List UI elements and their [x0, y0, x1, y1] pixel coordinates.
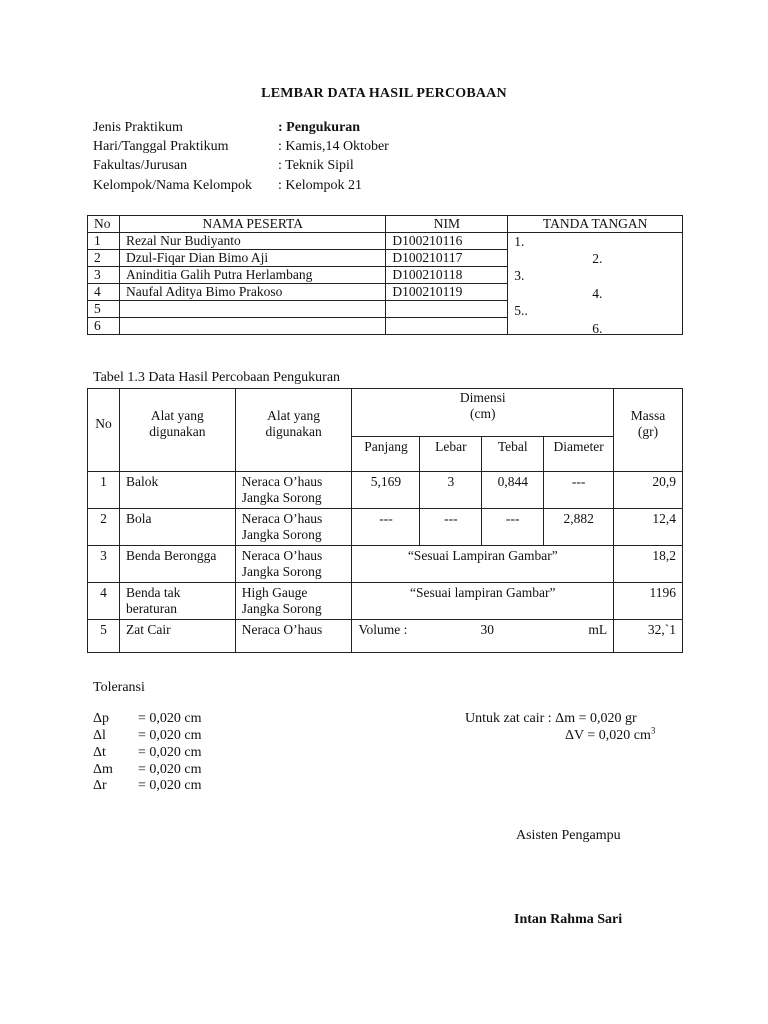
member-no: 3 [88, 267, 120, 284]
signature-slot: 6. [592, 321, 603, 336]
table-row [88, 509, 683, 546]
tool-line: Jangka Sorong [241, 490, 322, 505]
signature-slot: 1. [514, 234, 525, 249]
tool-line: Neraca O’haus [241, 622, 323, 637]
member-name: Rezal Nur Budiyanto [119, 233, 385, 250]
volume-unit: mL [588, 622, 608, 637]
row-no: 2 [88, 509, 120, 546]
mass-label: Massa [630, 408, 666, 423]
row-mass: 32,`1 [614, 620, 683, 653]
tool-line: Neraca O’haus [241, 511, 323, 526]
info-label: Jenis Praktikum [93, 120, 183, 135]
member-name: Naufal Aditya Bimo Prakoso [119, 284, 385, 301]
member-no: 2 [88, 250, 120, 267]
tool-line: Neraca O’haus [241, 474, 323, 489]
member-name: Dzul-Fiqar Dian Bimo Aji [119, 250, 385, 267]
tolerance-symbol: Δl [93, 728, 106, 743]
row-no: 3 [88, 546, 120, 583]
results-table-caption: Tabel 1.3 Data Hasil Percobaan Pengukuran [93, 370, 341, 385]
volume-value: 30 [480, 622, 494, 637]
mass-unit: (gr) [637, 424, 659, 439]
info-row [0, 139, 768, 157]
table-row [88, 620, 683, 653]
table-row [88, 546, 683, 583]
row-length: --- [352, 509, 420, 546]
member-name: Aninditia Galih Putra Herlambang [119, 267, 385, 284]
tool-line: Jangka Sorong [241, 527, 322, 542]
row-tools [235, 509, 352, 546]
row-tools [235, 546, 352, 583]
col-header-no: No [88, 216, 120, 233]
col-header-width: Lebar [420, 437, 482, 472]
tolerance-symbol: Δp [93, 711, 110, 726]
tolerance-heading: Toleransi [93, 680, 145, 695]
tolerance-value: = 0,020 cm [138, 762, 202, 777]
row-thickness: 0,844 [482, 472, 544, 509]
col-header-thickness: Tebal [482, 437, 544, 472]
cubic-superscript: 3 [650, 725, 656, 736]
liquid-tolerance-mass: Untuk zat cair : Δm = 0,020 gr [465, 711, 637, 726]
col-header-diameter: Diameter [544, 437, 614, 472]
signature-slot: 2. [592, 251, 603, 266]
volume-label: Volume : [358, 622, 408, 637]
row-object: Benda Berongga [119, 546, 235, 583]
tool-line: Jangka Sorong [241, 601, 322, 616]
table-row [88, 233, 683, 250]
member-nim: D100210119 [386, 284, 508, 301]
tolerance-symbol: Δm [93, 762, 113, 777]
info-row [0, 158, 768, 176]
col-header-tool-a: Alat yang digunakan [119, 389, 235, 472]
info-label: Kelompok/Nama Kelompok [93, 178, 253, 193]
row-object: Bola [119, 509, 235, 546]
tolerance-symbol: Δt [93, 745, 106, 760]
info-value: : Kelompok 21 [278, 178, 362, 193]
signature-role: Asisten Pengampu [516, 828, 621, 843]
col-header-no: No [88, 389, 120, 472]
results-table [87, 388, 683, 653]
info-value: : Pengukuran [278, 120, 361, 135]
table-row [88, 472, 683, 509]
row-tools [235, 583, 352, 620]
row-object: Balok [119, 472, 235, 509]
row-tools [235, 620, 352, 653]
member-no: 4 [88, 284, 120, 301]
row-diameter: 2,882 [544, 509, 614, 546]
col-header-name: NAMA PESERTA [119, 216, 385, 233]
member-nim: D100210118 [386, 267, 508, 284]
dimension-label: Dimensi [459, 390, 506, 405]
row-mass: 12,4 [614, 509, 683, 546]
liquid-tolerance-volume [565, 725, 656, 744]
row-diameter: --- [544, 472, 614, 509]
row-thickness: --- [482, 509, 544, 546]
table-row [88, 583, 683, 620]
liquid-volume-text: ΔV = 0,020 cm [565, 728, 651, 743]
row-no: 5 [88, 620, 120, 653]
tool-line: Neraca O’haus [241, 548, 323, 563]
row-width: 3 [420, 472, 482, 509]
dimension-unit: (cm) [470, 406, 496, 421]
row-volume [352, 620, 614, 653]
info-label: Fakultas/Jurusan [93, 158, 188, 173]
document-title: LEMBAR DATA HASIL PERCOBAAN [261, 86, 507, 101]
signature-cell [508, 233, 683, 335]
info-value: : Kamis,14 Oktober [278, 139, 389, 154]
row-dimension-note: “Sesuai lampiran Gambar” [352, 583, 614, 620]
member-nim: D100210116 [386, 233, 508, 250]
row-no: 4 [88, 583, 120, 620]
row-object: Zat Cair [119, 620, 235, 653]
info-row [0, 120, 768, 138]
tool-line: High Gauge [241, 585, 308, 600]
col-header-dimension [352, 389, 614, 437]
tolerance-symbol: Δr [93, 778, 107, 793]
table-header-row [88, 389, 683, 437]
tolerance-value: = 0,020 cm [138, 778, 202, 793]
signature-slot: 4. [592, 286, 603, 301]
row-dimension-note: “Sesuai Lampiran Gambar” [352, 546, 614, 583]
info-row [0, 178, 768, 196]
row-mass: 20,9 [614, 472, 683, 509]
member-name [119, 318, 385, 335]
info-value: : Teknik Sipil [278, 158, 354, 173]
member-name [119, 301, 385, 318]
member-no: 5 [88, 301, 120, 318]
col-header-nim: NIM [386, 216, 508, 233]
tolerance-value: = 0,020 cm [138, 745, 202, 760]
signature-name: Intan Rahma Sari [514, 912, 623, 927]
row-length: 5,169 [352, 472, 420, 509]
table-header-row [88, 216, 683, 233]
row-width: --- [420, 509, 482, 546]
tolerance-value: = 0,020 cm [138, 711, 202, 726]
tool-line: Jangka Sorong [241, 564, 322, 579]
member-nim [386, 301, 508, 318]
signature-slot: 3. [514, 268, 525, 283]
col-header-tool-b: Alat yang digunakan [235, 389, 352, 472]
member-no: 6 [88, 318, 120, 335]
col-header-mass [614, 389, 683, 472]
col-header-signature: TANDA TANGAN [508, 216, 683, 233]
member-nim [386, 318, 508, 335]
info-label: Hari/Tanggal Praktikum [93, 139, 229, 154]
row-no: 1 [88, 472, 120, 509]
signature-slot: 5.. [514, 303, 528, 318]
row-object: Benda tak beraturan [119, 583, 235, 620]
row-tools [235, 472, 352, 509]
member-no: 1 [88, 233, 120, 250]
members-table [87, 215, 683, 335]
member-nim: D100210117 [386, 250, 508, 267]
row-mass: 1196 [614, 583, 683, 620]
row-mass: 18,2 [614, 546, 683, 583]
col-header-length: Panjang [352, 437, 420, 472]
tolerance-value: = 0,020 cm [138, 728, 202, 743]
